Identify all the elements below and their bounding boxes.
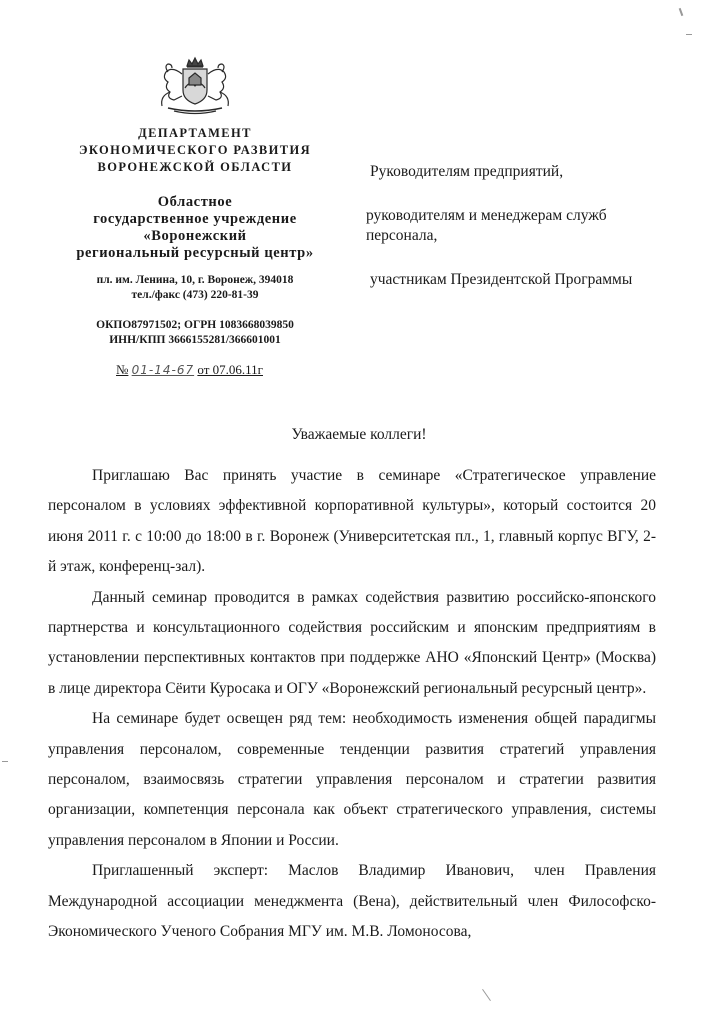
phone-fax-line: тел./факс (473) 220-81-39: [131, 289, 259, 301]
organization-line: Областное: [157, 194, 233, 210]
organization-line: государственное учреждение: [93, 211, 297, 227]
department-line: ВОРОНЕЖСКОЙ ОБЛАСТИ: [97, 160, 293, 174]
body-paragraph: На семинаре будет освещен ряд тем: необходимость изменения общей парадигмы управления персоналом, современные тенденции развития стратегий управления персоналом, взаимосвязь стратегии управления персоналом и стратегии развития организации, компетенция персонала как объект стратегического управления, системы управления персоналом в Японии и России.: [48, 710, 656, 849]
addressee-line: руководителям и менеджерам служб персонала,: [366, 207, 607, 244]
organization-address: [60, 273, 330, 303]
scan-mark: [2, 761, 8, 762]
department-line: ЭКОНОМИЧЕСКОГО РАЗВИТИЯ: [78, 143, 312, 157]
greeting: Уважаемые коллеги!: [291, 426, 427, 443]
organization-line: региональный ресурсный центр»: [76, 245, 314, 261]
scan-mark: [482, 989, 491, 1001]
okpo-ogrn-line: ОКПО87971502; ОГРН 1083668039850: [96, 319, 294, 331]
reference-number: [116, 362, 263, 378]
coat-of-arms-emblem: [154, 56, 236, 116]
ref-prefix: №: [116, 362, 129, 377]
inn-kpp-line: ИНН/КПП 3666155281/366601001: [109, 334, 281, 346]
addressee-line: участникам Президентской Программы: [370, 271, 633, 288]
handwritten-ref-number: 01-14-67: [131, 363, 195, 377]
scan-mark: [686, 34, 692, 35]
addressee-line: Руководителям предприятий,: [370, 163, 564, 180]
address-line: пл. им. Ленина, 10, г. Воронеж, 394018: [96, 274, 294, 286]
ref-date: от 07.06.11г: [197, 362, 263, 377]
scan-mark: [679, 8, 684, 16]
department-name: [70, 125, 320, 176]
organization-line: «Воронежский: [143, 228, 247, 244]
body-paragraph: Данный семинар проводится в рамках содействия развитию российско-японского партнерства и консультационного содействия российским и японским предприятиям в установлении перспективных контактов при поддержке АНО «Японский Центр» (Москва) в лице директора Сёити Куросака и ОГУ «Воронежский региональный ресурсный центр».: [48, 588, 656, 697]
letter-body: [48, 461, 656, 948]
department-line: ДЕПАРТАМЕНТ: [138, 126, 252, 140]
body-paragraph: Приглашаю Вас принять участие в семинаре «Стратегическое управление персоналом в условиях эффективной корпоративной культуры», который состоится 20 июня 2011 г. с 10:00 до 18:00 в г. Воронеж (Университетская пл., 1, главный корпус ВГУ, 2-й этаж, конференц-зал).: [48, 467, 656, 576]
body-paragraph: Приглашенный эксперт: Маслов Владимир Иванович, член Правления Международной ассоциации менеджмента (Вена), действительный член Философско-Экономического Ученого Собрания МГУ им. М.В. Ломоносова,: [48, 862, 656, 941]
registration-codes: [60, 318, 330, 348]
organization-name: [60, 194, 330, 262]
